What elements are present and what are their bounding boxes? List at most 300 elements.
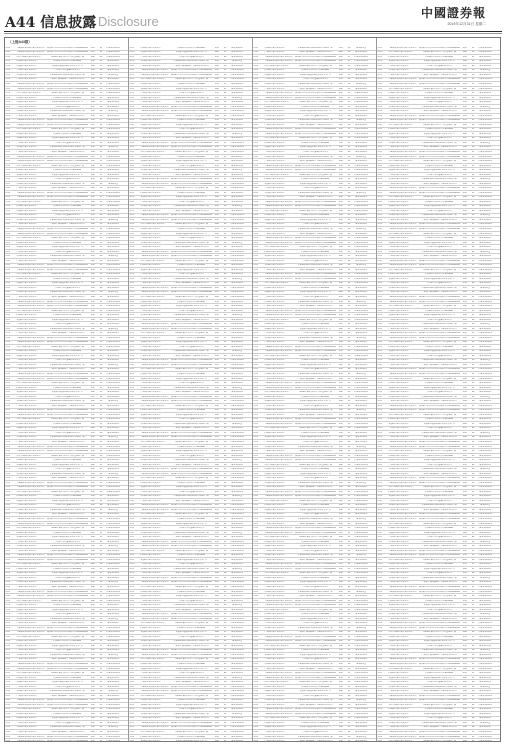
table-cell: 3.20 bbox=[214, 712, 219, 715]
table-cell: 90 bbox=[99, 400, 103, 403]
table-cell: 91 bbox=[471, 96, 475, 99]
table-cell: 非保本浮动收益 bbox=[354, 173, 369, 176]
table-cell: 招商银行股份有限公司 bbox=[388, 527, 409, 530]
table-cell: 3.55 bbox=[214, 237, 219, 240]
table-cell: 91 bbox=[223, 653, 227, 656]
table-cell: 3.40 bbox=[338, 268, 343, 271]
table-cell: 广发银行股份有限公司 bbox=[16, 78, 37, 81]
table-cell: 中银保本理财-人民币按期开放理财产品 bbox=[173, 712, 209, 715]
table-cell: 2019 bbox=[5, 295, 10, 298]
table-cell: 工银理财·法人“添利宝”净值型理财产品 bbox=[298, 608, 333, 611]
table-cell: 非保本浮动收益 bbox=[106, 196, 121, 199]
table-cell: 保本收益型 bbox=[108, 581, 119, 584]
table-cell: 91 bbox=[223, 508, 227, 511]
table-cell: 非保本浮动收益 bbox=[478, 373, 493, 376]
table-cell: 保本浮动收益 bbox=[355, 617, 368, 620]
table-cell: 3.10 bbox=[90, 518, 95, 521]
table-cell: 保本浮动收益 bbox=[355, 486, 368, 489]
table-cell: 91 bbox=[347, 273, 351, 276]
table-cell: 3.10 bbox=[462, 119, 467, 122]
table-cell: 招商银行结构性存款CSZ03458 bbox=[53, 60, 81, 63]
table-cell: 交通银行蕴通财富结构性存款3个月 bbox=[175, 305, 207, 308]
table-cell: 2019 bbox=[129, 164, 134, 167]
table-cell: 上海浦东发展银行股份有限公司 bbox=[264, 454, 293, 457]
table-cell: 2019 bbox=[253, 237, 258, 240]
table-cell: 广发银行股份有限公司 bbox=[16, 440, 37, 443]
table-cell: 91 bbox=[223, 359, 227, 362]
table-cell: 浦发银行利多多公司稳利固定持有期JG1005期 bbox=[294, 345, 336, 348]
table-cell: 保本收益型 bbox=[108, 73, 119, 76]
table-cell: 交通银行蕴通财富结构性存款3个月 bbox=[423, 277, 455, 280]
table-cell: 2019 bbox=[5, 96, 10, 99]
table-cell: 保本浮动收益 bbox=[107, 422, 120, 425]
table-cell: 2019 bbox=[253, 286, 258, 289]
table-cell: 2019 bbox=[5, 490, 10, 493]
table-cell: 3.40 bbox=[338, 87, 343, 90]
table-cell: 保本浮动收益 bbox=[355, 87, 368, 90]
table-cell: 2019 bbox=[377, 436, 382, 439]
table-cell: 保本浮动收益 bbox=[355, 431, 368, 434]
table-cell: 中银保本理财-人民币按期开放理财产品 bbox=[173, 640, 209, 643]
table-cell: 浦发银行利多多公司稳利固定持有期JG1006期 bbox=[294, 422, 336, 425]
table-cell: 非保本浮动收益 bbox=[354, 277, 369, 280]
table-cell: 上海浦东发展银行股份有限公司 bbox=[140, 363, 169, 366]
table-cell: 兴业银行股份有限公司 bbox=[140, 418, 161, 421]
table-cell: 兴业银行企业金融结构性存款 bbox=[54, 395, 81, 398]
table-cell: 保本收益型 bbox=[356, 46, 367, 49]
table-cell: 3.10 bbox=[462, 228, 467, 231]
table-cell: 兴业银行企业金融结构性存款 bbox=[178, 527, 205, 530]
table-cell: 3.20 bbox=[338, 191, 343, 194]
table-cell: 2019 bbox=[5, 585, 10, 588]
table-cell: 90 bbox=[223, 209, 227, 212]
table-cell: 保本浮动收益 bbox=[231, 608, 244, 611]
table-cell: 交通银行蕴通财富结构性存款3个月 bbox=[299, 436, 331, 439]
table-cell: 广发银行“薪加薪16号”人民币结构性存款 bbox=[49, 549, 85, 552]
table-cell: 非保本浮动收益 bbox=[230, 69, 245, 72]
table-cell: 2019 bbox=[5, 318, 10, 321]
table-cell: 交通银行蕴通财富结构性存款3个月 bbox=[51, 64, 83, 67]
table-cell: 上海浦东发展银行股份有限公司 bbox=[264, 567, 293, 570]
table-cell: 保本浮动收益 bbox=[107, 531, 120, 534]
table-cell: 3.20 bbox=[462, 431, 467, 434]
table-cell: 保本浮动收益 bbox=[107, 323, 120, 326]
table-cell: 兴业银行企业金融结构性存款 bbox=[302, 730, 329, 733]
table-cell: 3.55 bbox=[90, 431, 95, 434]
table-cell: 非保本浮动收益 bbox=[230, 182, 245, 185]
table-cell: 2019 bbox=[253, 395, 258, 398]
table-cell: 3.35 bbox=[338, 69, 343, 72]
table-cell: 2019 bbox=[129, 595, 134, 598]
table-cell: 2019 bbox=[5, 83, 10, 86]
table-cell: 91 bbox=[223, 341, 227, 344]
table-cell: 3.20 bbox=[90, 291, 95, 294]
table-cell: 2019 bbox=[253, 712, 258, 715]
table-cell: 保本收益型 bbox=[232, 640, 243, 643]
table-cell: 保本浮动收益 bbox=[231, 101, 244, 104]
table-cell: 3.40 bbox=[90, 585, 95, 588]
table-cell: 广发银行“薪加薪16号”人民币结构性存款 bbox=[173, 209, 209, 212]
table-cell: 兴业银行股份有限公司 bbox=[140, 164, 161, 167]
table-cell: 3.60 bbox=[214, 160, 219, 163]
table-cell bbox=[5, 740, 16, 741]
table-cell: 2019 bbox=[5, 699, 10, 702]
table-cell: 广发银行股份有限公司 bbox=[16, 332, 37, 335]
table-cell: 3.60 bbox=[214, 595, 219, 598]
table-cell: 广发银行股份有限公司 bbox=[140, 209, 161, 212]
table-cell: 浦发银行利多多公司稳利固定持有期JG1006期 bbox=[170, 581, 212, 584]
table-cell: 91 bbox=[471, 277, 475, 280]
table-cell: 91 bbox=[223, 105, 227, 108]
table-cell: 3.55 bbox=[462, 173, 467, 176]
table-cell: 中国银行股份有限公司 bbox=[388, 323, 409, 326]
table-cell: 91 bbox=[223, 617, 227, 620]
table-cell: 兴业银行企业金融结构性存款 bbox=[302, 404, 329, 407]
table-cell: 中国银行股份有限公司 bbox=[388, 178, 409, 181]
table-cell: 保本收益型 bbox=[356, 554, 367, 557]
header-rule bbox=[4, 31, 502, 32]
table-cell: 中国工商银行股份有限公司 bbox=[388, 486, 413, 489]
table-cell: 91 bbox=[471, 373, 475, 376]
table-cell: 3.40 bbox=[90, 150, 95, 153]
table-cell: 91 bbox=[99, 717, 103, 720]
table-cell: 91 bbox=[223, 218, 227, 221]
table-cell: 91 bbox=[347, 495, 351, 498]
table-cell: 非保本浮动收益 bbox=[354, 60, 369, 63]
table-cell: 91 bbox=[223, 327, 227, 330]
table-cell: 2019 bbox=[5, 617, 10, 620]
table-cell: 2019 bbox=[253, 413, 258, 416]
table-cell: 兴业银行企业金融结构性存款 bbox=[302, 440, 329, 443]
table-cell: 保本收益型 bbox=[232, 531, 243, 534]
table-cell: 3.10 bbox=[338, 314, 343, 317]
table-cell: 2019 bbox=[377, 291, 382, 294]
table-cell: 中国工商银行股份有限公司 bbox=[388, 377, 413, 380]
table-cell: 3.55 bbox=[338, 259, 343, 262]
table-cell: 2019 bbox=[129, 96, 134, 99]
table-cell: 92 bbox=[99, 132, 103, 135]
table-cell: 30 bbox=[223, 114, 227, 117]
table-cell: 非保本浮动收益 bbox=[354, 499, 369, 502]
table-cell: 90 bbox=[347, 626, 351, 629]
table-cell: 3.60 bbox=[338, 146, 343, 149]
table-cell: 60 bbox=[471, 101, 475, 104]
table-cell: 30 bbox=[223, 658, 227, 661]
table-cell: 兴业银行股份有限公司 bbox=[264, 477, 285, 480]
table-cell: 90 bbox=[99, 690, 103, 693]
table-cell: 90 bbox=[99, 255, 103, 258]
table-cell: 浦发银行利多多公司稳利固定持有期JG1006期 bbox=[170, 110, 212, 113]
table-cell: 保本浮动收益 bbox=[231, 418, 244, 421]
table-cell: 3.10 bbox=[90, 123, 95, 126]
table-cell: 兴业银行企业金融结构性存款 bbox=[54, 359, 81, 362]
table-cell: 工银理财·法人“添利宝”净值型理财产品 bbox=[50, 527, 85, 530]
table-cell: 2019 bbox=[253, 454, 258, 457]
table-cell: 工银理财·法人“添利宝”净值型理财产品 bbox=[50, 309, 85, 312]
table-cell: 保本浮动收益 bbox=[107, 282, 120, 285]
table-cell: 3.60 bbox=[214, 87, 219, 90]
table-cell: 中国工商银行股份有限公司 bbox=[140, 440, 165, 443]
table-cell: 上海浦东发展银行股份有限公司 bbox=[264, 418, 293, 421]
table-cell: 3.10 bbox=[338, 386, 343, 389]
table-cell: 3.35 bbox=[90, 96, 95, 99]
table-cell: 招商银行结构性存款CSZ03458 bbox=[425, 128, 453, 131]
table-cell: 中国工商银行股份有限公司 bbox=[140, 150, 165, 153]
table-cell: 广发银行“薪加薪16号”人民币结构性存款 bbox=[173, 173, 209, 176]
table-cell: 2019 bbox=[5, 563, 10, 566]
table-cell: 90 bbox=[471, 146, 475, 149]
table-cell: 上海浦东发展银行股份有限公司 bbox=[388, 191, 417, 194]
table-cell: 3.10 bbox=[462, 549, 467, 552]
table-cell: 非保本浮动收益 bbox=[106, 164, 121, 167]
table-cell: 90 bbox=[347, 522, 351, 525]
table-cell: 2019 bbox=[253, 635, 258, 638]
table-cell: 非保本浮动收益 bbox=[478, 123, 493, 126]
table-cell: 3.10 bbox=[90, 119, 95, 122]
table-cell: 保本浮动收益 bbox=[479, 209, 492, 212]
table-cell: 3.10 bbox=[462, 554, 467, 557]
table-cell: 非保本浮动收益 bbox=[106, 518, 121, 521]
table-cell: 招商银行股份有限公司 bbox=[16, 132, 37, 135]
table-cell: 30 bbox=[471, 305, 475, 308]
table-cell: 保本浮动收益 bbox=[107, 658, 120, 661]
table-cell: 交通银行股份有限公司 bbox=[264, 508, 285, 511]
table-cell: 2019 bbox=[377, 499, 382, 502]
table-cell: 60 bbox=[223, 563, 227, 566]
table-cell: 中银保本理财-人民币按期开放理财产品 bbox=[421, 468, 457, 471]
table-cell: 浦发银行利多多公司稳利固定持有期JG1005期 bbox=[170, 178, 212, 181]
table-cell: 兴业银行股份有限公司 bbox=[388, 246, 409, 249]
table-cell: 交通银行股份有限公司 bbox=[264, 400, 285, 403]
table-cell: 2019 bbox=[5, 55, 10, 58]
table-cell: 2019 bbox=[377, 73, 382, 76]
table-cell: 3.10 bbox=[338, 241, 343, 244]
table-cell: 3.40 bbox=[462, 73, 467, 76]
table-cell: 保本收益型 bbox=[480, 286, 491, 289]
table-cell: 3.20 bbox=[338, 699, 343, 702]
table-cell: 3.10 bbox=[214, 359, 219, 362]
table-cell: 中国工商银行股份有限公司 bbox=[16, 273, 41, 276]
table-cell: 招商银行股份有限公司 bbox=[140, 83, 161, 86]
table-cell: 2019 bbox=[377, 576, 382, 579]
table-cell: 91 bbox=[347, 92, 351, 95]
table-cell: 浦发银行利多多公司稳利固定持有期JG1006期 bbox=[46, 341, 88, 344]
table-cell: 浦发银行利多多公司稳利固定持有期JG1005期 bbox=[170, 286, 212, 289]
table-cell: 交通银行股份有限公司 bbox=[264, 110, 285, 113]
table-cell: 3.40 bbox=[462, 400, 467, 403]
table-cell: 3.10 bbox=[90, 268, 95, 271]
table-cell: 3.35 bbox=[338, 721, 343, 724]
table-cell: 91 bbox=[99, 663, 103, 666]
table-cell: 2019 bbox=[5, 327, 10, 330]
section-title-cn: 信息披露 bbox=[40, 15, 97, 31]
table-cell: 上海浦东发展银行股份有限公司 bbox=[16, 450, 45, 453]
table-cell: 广发银行股份有限公司 bbox=[140, 427, 161, 430]
table-cell: 2019 bbox=[377, 336, 382, 339]
table-cell: 兴业银行股份有限公司 bbox=[16, 69, 37, 72]
table-cell: 中银保本理财-人民币按期开放理财产品 bbox=[297, 155, 333, 158]
table-cell: 2019 bbox=[5, 400, 10, 403]
table-cell: 广发银行“薪加薪16号”人民币结构性存款 bbox=[173, 572, 209, 575]
table-cell: 招商银行股份有限公司 bbox=[264, 613, 285, 616]
table-cell: 交通银行蕴通财富结构性存款3个月 bbox=[51, 354, 83, 357]
table-cell: 招商银行股份有限公司 bbox=[388, 237, 409, 240]
table-cell: 92 bbox=[347, 540, 351, 543]
table-cell: 2019 bbox=[129, 427, 134, 430]
table-cell: 3.55 bbox=[90, 69, 95, 72]
table-cell: 92 bbox=[347, 250, 351, 253]
table-cell: 91 bbox=[347, 314, 351, 317]
table-cell: 3.20 bbox=[462, 178, 467, 181]
table-cell: 3.10 bbox=[90, 626, 95, 629]
table-cell: 中国工商银行股份有限公司 bbox=[16, 708, 41, 711]
table-cell: 上海浦东发展银行股份有限公司 bbox=[16, 626, 45, 629]
table-cell: 保本浮动收益 bbox=[107, 640, 120, 643]
table-cell: 2019 bbox=[129, 141, 134, 144]
table-cell: 2019 bbox=[253, 649, 258, 652]
table-cell: 交通银行股份有限公司 bbox=[140, 667, 161, 670]
table-cell: 非保本浮动收益 bbox=[478, 558, 493, 561]
table-cell: 中银保本理财-人民币按期开放理财产品 bbox=[421, 141, 457, 144]
table-cell: 非保本浮动收益 bbox=[230, 576, 245, 579]
table-cell: 91 bbox=[347, 635, 351, 638]
table-cell: 2019 bbox=[5, 305, 10, 308]
table-cell: 交通银行股份有限公司 bbox=[140, 268, 161, 271]
table-cell: 交通银行蕴通财富结构性存款3个月 bbox=[299, 363, 331, 366]
table-cell bbox=[264, 740, 295, 741]
table-cell: 90 bbox=[347, 558, 351, 561]
table-cell: 非保本浮动收益 bbox=[354, 246, 369, 249]
table-cell: 2019 bbox=[253, 681, 258, 684]
table-cell: 2019 bbox=[377, 314, 382, 317]
table-cell: 3.10 bbox=[90, 409, 95, 412]
table-cell: 60 bbox=[99, 721, 103, 724]
table-cell: 交通银行股份有限公司 bbox=[264, 73, 285, 76]
table-cell: 3.35 bbox=[338, 250, 343, 253]
table-cell: 2019 bbox=[253, 418, 258, 421]
table-cell: 非保本浮动收益 bbox=[354, 128, 369, 131]
table-cell: 保本浮动收益 bbox=[479, 169, 492, 172]
table-cell: 交通银行股份有限公司 bbox=[264, 653, 285, 656]
table-cell: 浦发银行利多多公司稳利固定持有期JG1005期 bbox=[418, 150, 460, 153]
table-cell: 91 bbox=[99, 409, 103, 412]
table-cell: 91 bbox=[471, 567, 475, 570]
table-cell: 2019 bbox=[377, 373, 382, 376]
table-cell: 保本浮动收益 bbox=[231, 164, 244, 167]
table-cell: 兴业银行企业金融结构性存款 bbox=[302, 78, 329, 81]
table-cell: 3.10 bbox=[214, 323, 219, 326]
table-cell: 90 bbox=[471, 431, 475, 434]
table-cell: 中国工商银行股份有限公司 bbox=[264, 572, 289, 575]
table-cell: 91 bbox=[223, 631, 227, 634]
table-cell: 广发银行股份有限公司 bbox=[264, 160, 285, 163]
table-cell: 交通银行蕴通财富结构性存款3个月 bbox=[175, 123, 207, 126]
table-cell: 广发银行“薪加薪16号”人民币结构性存款 bbox=[173, 463, 209, 466]
table-cell: 广发银行股份有限公司 bbox=[388, 400, 409, 403]
table-cell: 2019 bbox=[377, 228, 382, 231]
table-cell: 浦发银行利多多公司稳利固定持有期JG1006期 bbox=[170, 436, 212, 439]
table-cell: 2019 bbox=[5, 150, 10, 153]
table-cell: 工银理财·法人“添利宝”净值型理财产品 bbox=[422, 305, 457, 308]
table-cell: 招商银行股份有限公司 bbox=[388, 454, 409, 457]
table-cell: 3.35 bbox=[214, 481, 219, 484]
table-cell: 60 bbox=[223, 454, 227, 457]
table-cell: 90 bbox=[223, 495, 227, 498]
table-cell: 招商银行结构性存款CSZ03458 bbox=[301, 504, 329, 507]
table-cell: 保本浮动收益 bbox=[231, 64, 244, 67]
table-cell: 92 bbox=[223, 699, 227, 702]
table-cell: 2019 bbox=[129, 649, 134, 652]
table-cell: 2019 bbox=[377, 468, 382, 471]
table-cell: 交通银行股份有限公司 bbox=[264, 581, 285, 584]
table-cell: 3.10 bbox=[338, 418, 343, 421]
table-cell: 3.35 bbox=[214, 663, 219, 666]
table-cell: 交通银行蕴通财富结构性存款3个月 bbox=[51, 717, 83, 720]
table-cell: 3.35 bbox=[214, 336, 219, 339]
table-cell: 2019 bbox=[377, 264, 382, 267]
table-cell: 91 bbox=[347, 327, 351, 330]
table-cell: 3.10 bbox=[90, 336, 95, 339]
table-cell: 浦发银行利多多公司稳利固定持有期JG1006期 bbox=[170, 653, 212, 656]
table-cell: 2019 bbox=[5, 513, 10, 516]
table-cell: 2019 bbox=[129, 309, 134, 312]
table-cell: 91 bbox=[99, 46, 103, 49]
table-cell: 兴业银行股份有限公司 bbox=[388, 354, 409, 357]
table-cell: 3.35 bbox=[90, 386, 95, 389]
table-cell: 保本浮动收益 bbox=[355, 218, 368, 221]
table-cell: 3.55 bbox=[90, 721, 95, 724]
table-cell: 2019 bbox=[253, 459, 258, 462]
table-cell: 上海浦东发展银行股份有限公司 bbox=[140, 726, 169, 729]
table-cell: 30 bbox=[223, 622, 227, 625]
table-cell: 2019 bbox=[377, 295, 382, 298]
table-cell: 兴业银行股份有限公司 bbox=[140, 309, 161, 312]
table-cell: 保本浮动收益 bbox=[107, 354, 120, 357]
table-cell: 非保本浮动收益 bbox=[106, 699, 121, 702]
table-cell: 浦发银行利多多公司稳利固定持有期JG1006期 bbox=[418, 481, 460, 484]
table-cell: 91 bbox=[471, 350, 475, 353]
table-cell: 广发银行“薪加薪16号”人民币结构性存款 bbox=[421, 436, 457, 439]
table-cell: 91 bbox=[347, 604, 351, 607]
table-cell: 3.35 bbox=[90, 604, 95, 607]
table-cell: 非保本浮动收益 bbox=[230, 368, 245, 371]
table-cell: 2019 bbox=[5, 613, 10, 616]
table-cell: 91 bbox=[223, 576, 227, 579]
table-cell: 2019 bbox=[129, 305, 134, 308]
table-cell: 招商银行结构性存款CSZ03458 bbox=[301, 721, 329, 724]
table-cell: 92 bbox=[347, 685, 351, 688]
table-cell: 91 bbox=[347, 96, 351, 99]
table-cell: 90 bbox=[99, 182, 103, 185]
table-cell: 工银理财·法人“添利宝”净值型理财产品 bbox=[50, 563, 85, 566]
table-cell: 2019 bbox=[5, 735, 10, 738]
table-cell: 2019 bbox=[129, 368, 134, 371]
table-cell: 上海浦东发展银行股份有限公司 bbox=[388, 445, 417, 448]
table-cell: 招商银行股份有限公司 bbox=[388, 200, 409, 203]
table-cell: 90 bbox=[347, 481, 351, 484]
table-cell: 2019 bbox=[377, 363, 382, 366]
table-cell: 中国工商银行股份有限公司 bbox=[264, 608, 289, 611]
table-cell: 3.00 bbox=[90, 128, 95, 131]
table-cell: 保本浮动收益 bbox=[479, 350, 492, 353]
table-cell: 90 bbox=[223, 604, 227, 607]
table-cell: 30 bbox=[99, 273, 103, 276]
table-cell: 3.10 bbox=[462, 83, 467, 86]
table-cell: 兴业银行股份有限公司 bbox=[140, 490, 161, 493]
table-cell: 保本浮动收益 bbox=[355, 268, 368, 271]
table-cell: 招商银行结构性存款CSZ03458 bbox=[177, 119, 205, 122]
table-cell: 60 bbox=[471, 246, 475, 249]
